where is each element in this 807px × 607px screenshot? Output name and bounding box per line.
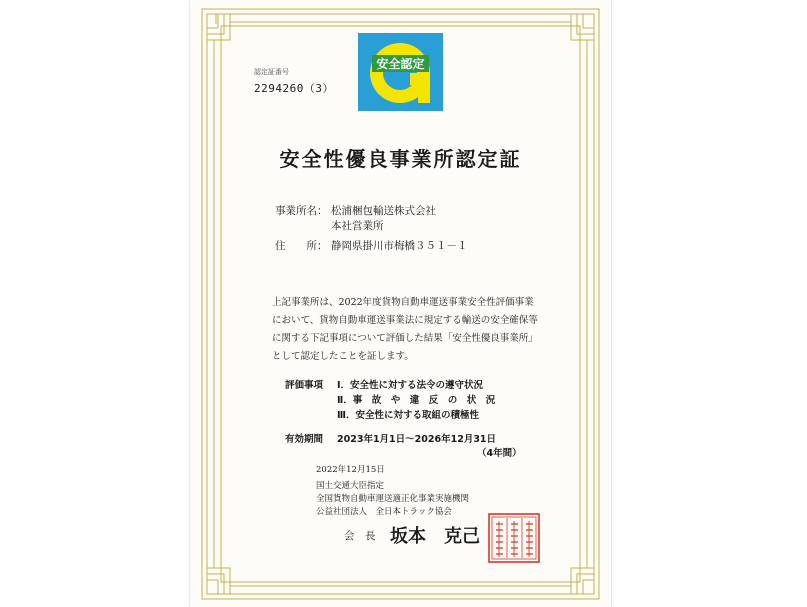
address-value: 静岡県掛川市梅橋３５１－１ xyxy=(331,240,468,252)
official-seal xyxy=(487,512,541,564)
eval-item-1: Ⅰ．安全性に対する法令の遵守状況 xyxy=(337,380,484,391)
body-line-4: として認定したことを証します。 xyxy=(272,351,414,362)
validity-duration: （4年間） xyxy=(477,448,522,459)
body-line-3: に関する下記事項について評価した結果「安全性優良事業所」 xyxy=(272,333,538,344)
president-name: 坂本 克己 xyxy=(390,526,480,547)
certificate-title: 安全性優良事業所認定証 xyxy=(279,147,522,171)
issue-date: 2022年12月15日 xyxy=(316,465,385,475)
safety-certification-logo xyxy=(358,33,443,111)
eval-item-2: Ⅱ．事 故 や 違 反 の 状 況 xyxy=(337,395,496,406)
body-line-2: において、貨物自動車運送事業法に規定する輸送の安全確保等 xyxy=(272,315,538,326)
cert-number-label: 認定証番号 xyxy=(254,68,289,76)
certificate-paper xyxy=(190,0,611,607)
eval-label: 評価事項 xyxy=(285,380,324,391)
office-label: 事業所名： xyxy=(275,205,328,217)
eval-item-3: Ⅲ．安全性に対する取組の積極性 xyxy=(337,410,479,421)
validity-value: 2023年1月1日～2026年12月31日 xyxy=(337,434,497,445)
body-line-1: 上記事業所は、2022年度貨物自動車運送事業安全性評価事業 xyxy=(272,297,534,308)
cert-number: 2294260（3） xyxy=(254,82,334,95)
issuer-line-1: 国土交通大臣指定 xyxy=(316,481,385,491)
office-company: 松浦梱包輸送株式会社 xyxy=(331,205,436,217)
logo-text: 安全認定 xyxy=(376,57,425,71)
issuer-line-3: 公益社団法人 全日本トラック協会 xyxy=(316,507,452,517)
address-label: 住 所： xyxy=(275,240,328,252)
issuer-line-2: 全国貨物自動車運送適正化事業実施機関 xyxy=(316,494,470,504)
president-label: 会 長 xyxy=(344,530,376,542)
validity-label: 有効期間 xyxy=(285,434,324,445)
office-branch: 本社営業所 xyxy=(331,220,384,232)
